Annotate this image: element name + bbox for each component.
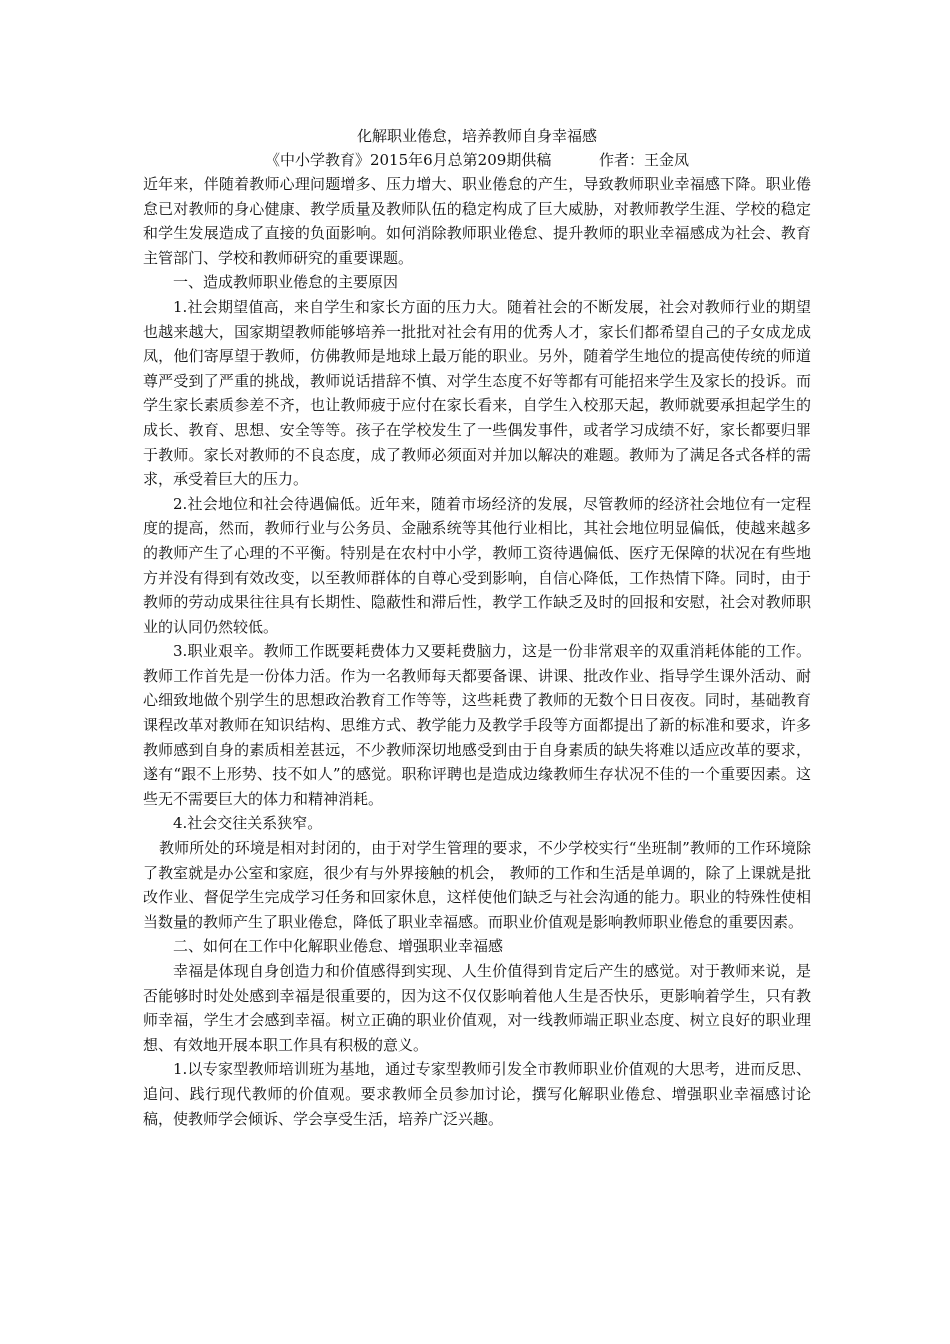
author-text: 作者：王金凤 [599, 151, 690, 169]
body-paragraph: 近年来，伴随着教师心理问题增多、压力增大、职业倦怠的产生，导致教师职业幸福感下降。职业倦怠已对教师的身心健康、教学质量及教师队伍的稳定构成了巨大威胁，对教师教学生涯、学校的稳定和学生发展造成了直接的负面影响。如何消除教师职业倦怠、提升教师的职业幸福感成为社会、教育主管部门、学校和教师研究的重要课题。 [143, 175, 811, 267]
subsection-heading: 4.社会交往关系狭窄。 [173, 814, 323, 833]
document-page [143, 124, 811, 1131]
body-paragraph: 1.社会期望值高，来自学生和家长方面的压力大。随着社会的不断发展，社会对教师行业的期望也越来越大，国家期望教师能够培养一批批对社会有用的优秀人才，家长们都希望自己的子女成龙成凤，他们寄厚望于教师，仿佛教师是地球上最万能的职业。另外，随着学生地位的提高使传统的师道尊严受到了严重的挑战，教师说话措辞不慎、对学生态度不好等都有可能招来学生及家长的投诉。而学生家长素质参差不齐，也让教师疲于应付在家长看来，自学生入校那天起，教师就要承担起学生的成长、教育、思想、安全等等。孩子在学校发生了一些偶发事件，或者学习成绩不好，家长都要归罪于教师。家长对教师的不良态度，成了教师必须面对并加以解决的难题。教师为了满足各式各样的需求，承受着巨大的压力。 [143, 297, 811, 489]
body-paragraph: 3.职业艰辛。教师工作既要耗费体力又要耗费脑力，这是一份非常艰辛的双重消耗体能的工作。教师工作首先是一份体力活。作为一名教师每天都要备课、讲课、批改作业、指导学生课外活动、耐心细致地做个别学生的思想政治教育工作等等，这些耗费了教师的无数个日日夜夜。同时，基础教育课程改革对教师在知识结构、思维方式、教学能力及教学手段等方面都提出了新的标准和要求，许多教师感到自身的素质相差甚远，不少教师深切地感受到由于自身素质的缺失将难以适应改革的要求，遂有“跟不上形势、技不如人”的感觉。职称评聘也是造成边缘教师生存状况不佳的一个重要因素。这些无不需要巨大的体力和精神消耗。 [143, 642, 811, 808]
source-text: 《中小学教育》2015年6月总第209期供稿 [264, 151, 552, 169]
source-line [143, 148, 811, 172]
section-heading: 二、如何在工作中化解职业倦怠、增强职业幸福感 [173, 937, 504, 956]
body-paragraph: 幸福是体现自身创造力和价值感得到实现、人生价值得到肯定后产生的感觉。对于教师来说，是否能够时时处处感到幸福是很重要的，因为这不仅仅影响着他人生是否快乐，更影响着学生，只有教师幸福，学生才会感到幸福。树立正确的职业价值观，对一线教师端正职业态度、树立良好的职业理想、有效地开展本职工作具有积极的意义。 [143, 962, 811, 1054]
section-heading: 一、造成教师职业倦怠的主要原因 [173, 273, 399, 292]
body-paragraph: 2.社会地位和社会待遇偏低。近年来，随着市场经济的发展，尽管教师的经济社会地位有一定程度的提高，然而，教师行业与公务员、金融系统等其他行业相比，其社会地位明显偏低，使越来越多的教师产生了心理的不平衡。特别是在农村中小学，教师工资待遇偏低、医疗无保障的状况在有些地方并没有得到有效改变，以至教师群体的自尊心受到影响，自信心降低，工作热情下降。同时，由于教师的劳动成果往往具有长期性、隐蔽性和滞后性，教学工作缺乏及时的回报和安慰，社会对教师职业的认同仍然较低。 [143, 494, 811, 636]
body-paragraph: 教师所处的环境是相对封闭的，由于对学生管理的要求，不少学校实行“坐班制”教师的工作环境除了教室就是办公室和家庭，很少有与外界接触的机会， 教师的工作和生活是单调的，除了上课就是批改作业、督促学生完成学习任务和回家休息，这样使他们缺乏与社会沟通的能力。职业的特殊性使相当数量的教师产生了职业倦怠，降低了职业幸福感。而职业价值观是影响教师职业倦怠的重要因素。 [143, 839, 811, 931]
document-title: 化解职业倦怠，培养教师自身幸福感 [356, 127, 597, 145]
body-paragraph: 1.以专家型教师培训班为基地，通过专家型教师引发全市教师职业价值观的大思考，进而反思、追问、践行现代教师的价值观。要求教师全员参加讨论，撰写化解职业倦怠、增强职业幸福感讨论稿，使教师学会倾诉、学会享受生活，培养广泛兴趣。 [143, 1060, 811, 1128]
